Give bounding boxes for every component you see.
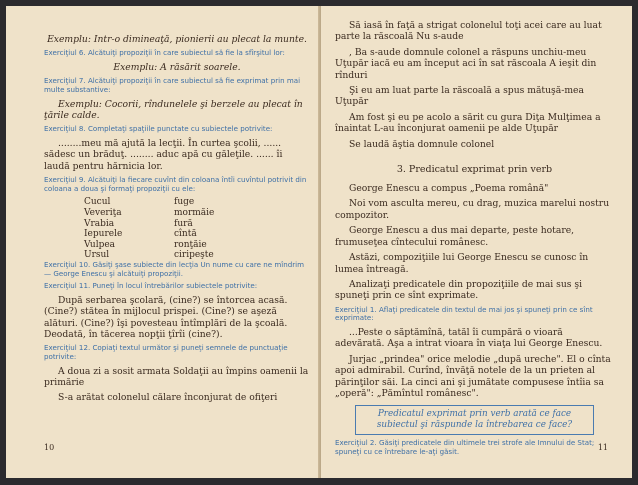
right-line: Şi eu am luat parte la răscoală a spus mătuşă-mea Uţupăr: [335, 85, 584, 108]
left-block-1: [44, 34, 310, 193]
left-line: Exerciţiul 6. Alcătuiţi propoziţii în care subiectul să fie la sfîrşitul lor:: [44, 48, 285, 58]
section-heading: 3. Predicatul exprimat prin verb: [396, 164, 553, 176]
left-line: Exemplu: Cocorii, rîndunelele şi berzele au plecat în ţările calde.: [44, 98, 303, 121]
column-word: Ursul: [84, 250, 110, 261]
right-line: George Enescu a dus mai departe, peste hotare, frumuseţea cîntecului românesc.: [335, 225, 575, 248]
right-block-2: [335, 183, 614, 399]
column-word: cîntă: [174, 229, 197, 240]
left-line: Exerciţiul 12. Copiaţi textul următor şi puneţi semnele de punctuaţie potrivite:: [44, 343, 288, 361]
left-line: Exerciţiul 9. Alcătuiţi la fiecare cuvînt din coloana întîi cuvîntul potrivit din coloana a doua şi formaţi propoziţii cu ele:: [44, 175, 307, 193]
right-line: Se laudă ăştia domnule colonel: [349, 138, 495, 150]
right-line: Analizaţi predicatele din propoziţiile de mai sus şi spuneţi prin ce sînt exprimate.: [335, 278, 583, 302]
left-block-2: [44, 261, 310, 404]
column-one: [84, 197, 174, 261]
column-two: [174, 197, 214, 261]
rule-box: Predicatul exprimat prin verb arată ce face subiectul şi răspunde la întrebarea ce face?: [355, 405, 594, 435]
column-word: Vrabia: [84, 218, 115, 229]
right-page: [321, 6, 632, 478]
left-line: S-a arătat colonelul călare înconjurat de ofiţeri: [58, 392, 278, 404]
right-line: Să iasă în faţă a strigat colonelul toţi acei care au luat parte la răscoală Nu s-aude: [335, 20, 602, 43]
right-line: George Enescu a compus „Poema română": [349, 183, 549, 195]
left-line: Exemplu: A răsărit soarele.: [113, 62, 241, 73]
column-word: Vulpea: [84, 239, 116, 250]
left-line: A doua zi a sosit armata Soldaţii au împins oamenii la primărie: [44, 365, 309, 388]
page-number-left: 10: [44, 443, 55, 452]
right-line: Am fost şi eu pe acolo a sărit cu gura Diţa Mulţimea a înaintat L-au înconjurat oamenii pe alde Uţupăr: [335, 111, 601, 135]
right-line: Astăzi, compoziţiile lui George Enescu se cunosc în lumea întreagă.: [335, 252, 589, 275]
right-block-3: [335, 439, 614, 456]
right-line: Noi vom asculta mereu, cu drag, muzica marelui nostru compozitor.: [335, 198, 610, 221]
right-block-1: [335, 20, 614, 150]
right-line: Exerciţiul 1. Aflaţi predicatele din textul de mai jos şi spuneţi prin ce sînt exprimate:: [335, 304, 593, 323]
column-word: fură: [174, 218, 193, 229]
left-line: ........meu mă ajută la lecţii. În curtea şcolii, ...... sădesc un brăduţ. ........ aduc apă cu găleţile. ...... îi laudă pentru hărnicia lor.: [44, 138, 283, 172]
word-columns: [84, 197, 310, 261]
left-line: Exemplu: Intr-o dimineaţă, pionierii au plecat la munte.: [47, 34, 307, 45]
right-line: Jurjac „prindea" orice melodie „după ureche". El o cînta apoi admirabil. Curînd, învăţă notele de la un prieten al părinţilor săi. La cinci ani şi jumătate compusese întîia sa „operă": „Pămîntul românesc".: [335, 353, 611, 399]
left-line: După serbarea şcolară, (cine?) se întorcea acasă. (Cine?) stătea în mijlocul prispei. (Cine?) se aşeză alături. (Cine?) îşi povesteau întîmplări de la şcoală. Deodată, în tăcerea nopţii ţîrîi (cine?).: [44, 294, 288, 340]
column-word: fuge: [174, 197, 195, 208]
column-word: mormăie: [174, 208, 215, 218]
column-word: ciripeşte: [174, 250, 214, 261]
left-line: Exerciţiul 7. Alcătuiţi propoziţii în care subiectul să fie exprimat prin mai multe substantive:: [44, 76, 301, 94]
right-line: Exerciţiul 2. Găsiţi predicatele din ultimele trei strofe ale Imnului de Stat; spuneţi cu ce întrebare le-aţi găsit.: [335, 438, 595, 456]
left-page: [6, 6, 320, 478]
column-word: Cucul: [84, 197, 111, 208]
column-word: Veveriţa: [84, 208, 122, 218]
right-line: ...Peste o săptămînă, tatăl îi cumpără o vioară adevărată. Aşa a intrat vioara în viaţa lui George Enescu.: [335, 326, 603, 350]
column-word: Iepurele: [84, 229, 123, 240]
page-number-right: 11: [597, 443, 608, 452]
left-line: Exerciţiul 8. Completaţi spaţiile punctate cu subiectele potrivite:: [44, 124, 273, 134]
left-line: Exerciţiul 10. Găsiţi şase subiecte din lecţia Un nume cu care ne mîndrim — George Enescu şi alcătuiţi propoziţii.: [44, 259, 305, 278]
left-line: Exerciţiul 11. Puneţi în locul întrebărilor subiectele potrivite:: [44, 281, 258, 291]
column-word: ronţăie: [174, 239, 207, 250]
right-line: , Ba s-aude domnule colonel a răspuns unchiu-meu Uţupăr iacă eu am început aci în sat răscoala A ieşit din rînduri: [335, 46, 597, 81]
